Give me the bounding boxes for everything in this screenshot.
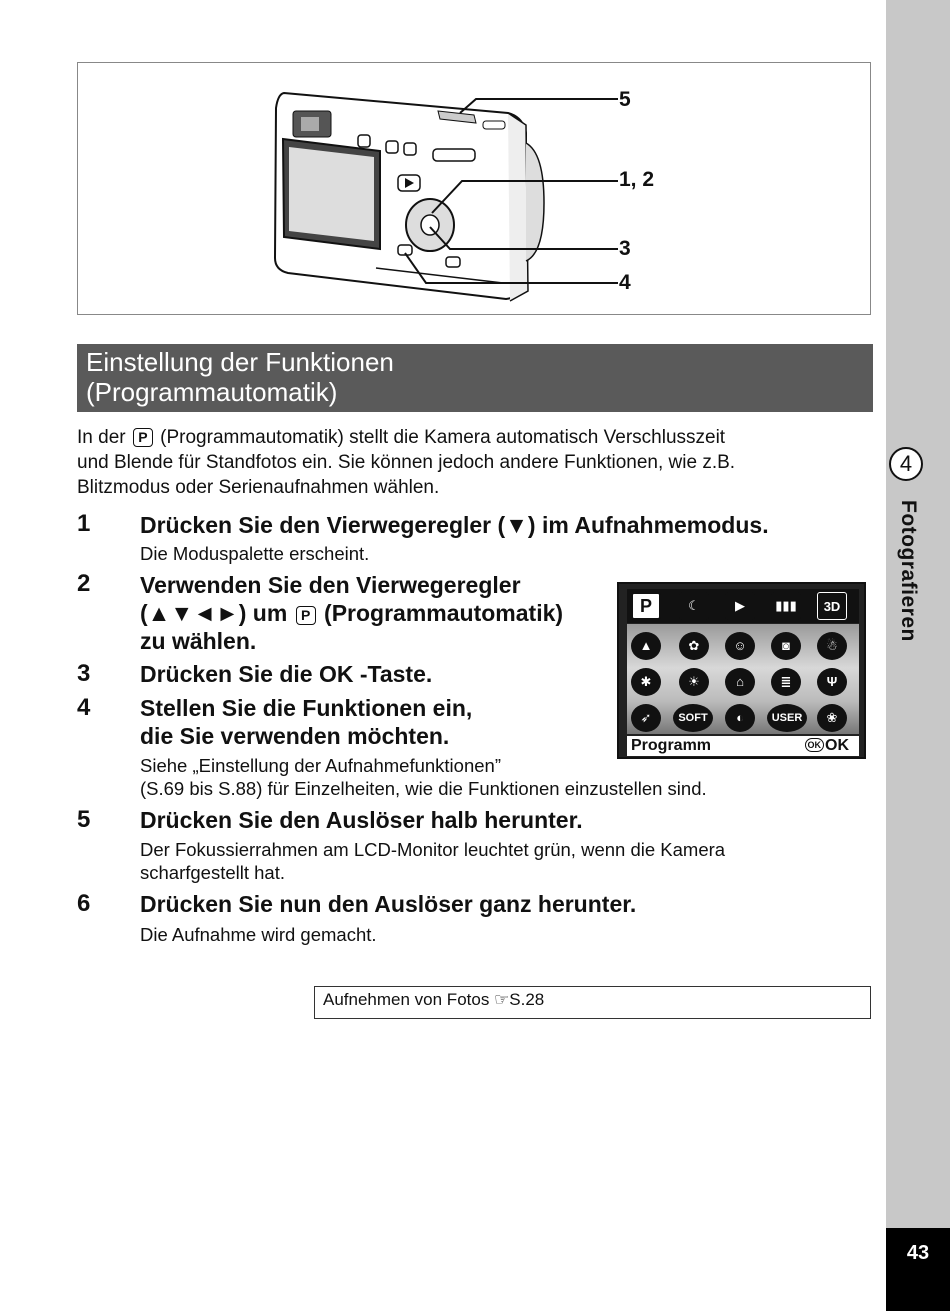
program-mode-icon: P: [631, 592, 661, 620]
step-text: Drücken Sie die OK -Taste.: [140, 661, 433, 687]
callout-4: 4: [619, 271, 631, 294]
fireworks-icon: ✱: [631, 668, 661, 696]
step-text: Drücken Sie nun den Auslöser ganz herunter.: [140, 891, 637, 917]
step-text: zu wählen.: [140, 628, 257, 654]
step-note: Der Fokussierrahmen am LCD-Monitor leuchtet grün, wenn die Kamera: [140, 839, 726, 860]
step-text: die Sie verwenden möchten.: [140, 723, 450, 749]
soft-mode-icon: SOFT: [673, 704, 713, 732]
user-mode-icon: USER: [767, 704, 807, 732]
portrait-icon: ☺: [725, 632, 755, 660]
3d-mode-icon: 3D: [817, 592, 847, 620]
camera-figure: [77, 62, 871, 315]
step-note: Die Moduspalette erscheint.: [140, 543, 370, 564]
ok-hint: OK OK: [805, 736, 850, 756]
self-portrait-icon: ◙: [771, 632, 801, 660]
chapter-number: 4: [889, 447, 923, 481]
step-text: Stellen Sie die Funktionen ein,: [140, 695, 473, 721]
filter-icon: ◐: [725, 704, 755, 732]
mode-label: Programm: [631, 737, 712, 754]
step-note: scharfgestellt hat.: [140, 862, 285, 883]
step-number: 6: [77, 890, 91, 917]
callout-5: 5: [619, 88, 631, 111]
camera-illustration: [78, 63, 872, 316]
step-text: Drücken Sie den Vierwegeregler (▼) im Aufnahmemodus.: [140, 512, 769, 538]
landscape-icon: ▲: [631, 632, 661, 660]
program-mode-icon: P: [133, 428, 153, 447]
sunset-icon: ☀: [679, 668, 709, 696]
museum-icon: ⌂: [725, 668, 755, 696]
step-note: (S.69 bis S.88) für Einzelheiten, wie die Funktionen einzustellen sind.: [140, 778, 707, 799]
sport-icon: ➶: [631, 704, 661, 732]
step-number: 3: [77, 660, 91, 687]
flower-icon: ✿: [679, 632, 709, 660]
step-note: Siehe „Einstellung der Aufnahmefunktionen”: [140, 755, 501, 776]
step-text: (▲▼◄►) um P (Programmautomatik): [140, 600, 564, 626]
movie-icon: ▶: [725, 592, 755, 620]
mode-label-bar: [627, 736, 859, 756]
portrait-night-icon: ☾: [679, 592, 709, 620]
pet-icon: ❀: [817, 704, 847, 732]
page-number: 43: [886, 1228, 950, 1311]
text-icon: ≣: [771, 668, 801, 696]
reference-box: Aufnehmen von Fotos ☞S.28: [314, 986, 871, 1019]
intro-paragraph: In der P (Programmautomatik) stellt die Kamera automatisch Verschlusszeit und Blende für Standfotos ein. Sie können jedoch andere Funktionen, wie z.B. Blitzmodus oder Serienaufnahmen wählen.: [77, 427, 736, 498]
panorama-icon: ▮▮▮: [771, 592, 801, 620]
step-note: Die Aufnahme wird gemacht.: [140, 924, 377, 945]
step-number: 4: [77, 694, 91, 721]
callout-1-2: 1, 2: [619, 168, 655, 191]
callout-3: 3: [619, 237, 631, 260]
food-icon: Ψ: [817, 668, 847, 696]
section-heading-line2: (Programmautomatik): [86, 377, 338, 407]
section-heading: [77, 344, 873, 412]
step-number: 1: [77, 510, 91, 537]
chapter-title: Fotografieren: [897, 500, 920, 642]
section-heading-line1: Einstellung der Funktionen: [86, 347, 394, 377]
step-text: Drücken Sie den Auslöser halb herunter.: [140, 807, 583, 833]
step-text: Verwenden Sie den Vierwegeregler: [140, 572, 521, 598]
ok-button-icon: OK: [805, 738, 825, 752]
program-mode-icon: P: [296, 606, 316, 625]
snow-icon: ☃: [817, 632, 847, 660]
step-number: 2: [77, 570, 91, 597]
mode-palette-screen: [617, 582, 866, 759]
step-number: 5: [77, 806, 91, 833]
